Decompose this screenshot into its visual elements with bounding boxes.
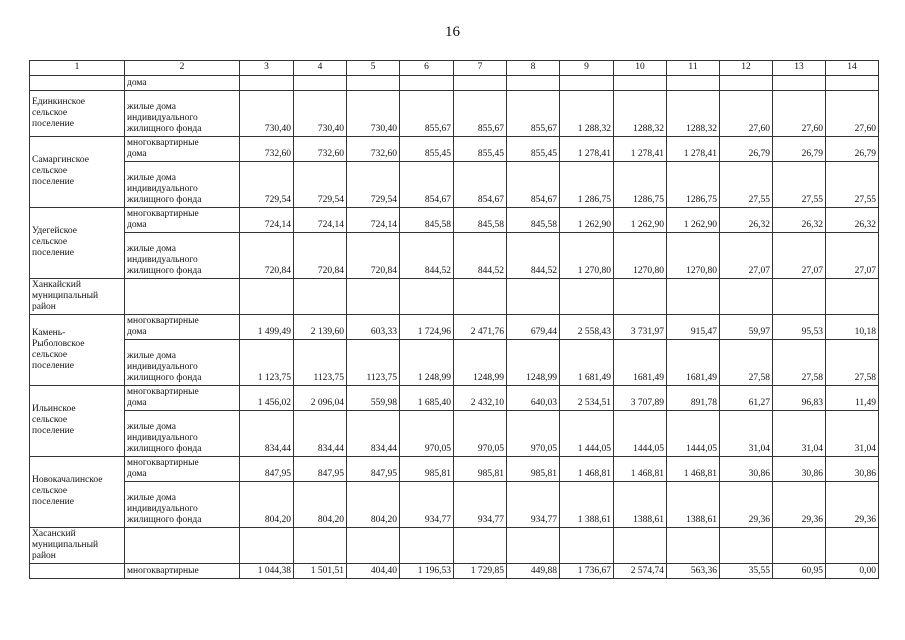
value-cell: 834,44 — [347, 411, 400, 457]
housing-type: многоквартирные дома — [125, 457, 240, 482]
value-cell: 1 456,02 — [240, 386, 294, 411]
value-cell: 1 501,51 — [294, 564, 347, 579]
value-cell — [560, 76, 614, 91]
housing-type: жилые дома индивидуального жилищного фонда — [125, 233, 240, 279]
value-cell: 29,36 — [773, 482, 826, 528]
value-cell: 29,36 — [720, 482, 773, 528]
value-cell: 27,55 — [720, 162, 773, 208]
value-cell: 855,45 — [400, 137, 454, 162]
value-cell: 855,45 — [507, 137, 560, 162]
value-cell: 1 468,81 — [614, 457, 667, 482]
value-cell: 1 729,85 — [454, 564, 507, 579]
value-cell: 1 278,41 — [560, 137, 614, 162]
value-cell: 1 288,32 — [560, 91, 614, 137]
table-row — [30, 233, 879, 279]
value-cell: 1 262,90 — [614, 208, 667, 233]
value-cell — [294, 279, 347, 315]
value-cell — [347, 528, 400, 564]
value-cell: 1 262,90 — [560, 208, 614, 233]
table-row — [30, 482, 879, 528]
value-cell: 915,47 — [667, 315, 720, 340]
value-cell: 855,45 — [454, 137, 507, 162]
value-cell: 720,84 — [240, 233, 294, 279]
value-cell: 59,97 — [720, 315, 773, 340]
value-cell: 563,36 — [667, 564, 720, 579]
value-cell: 729,54 — [347, 162, 400, 208]
value-cell — [720, 279, 773, 315]
value-cell: 891,78 — [667, 386, 720, 411]
value-cell — [773, 528, 826, 564]
value-cell — [614, 279, 667, 315]
value-cell: 26,32 — [720, 208, 773, 233]
tariff-table — [29, 60, 879, 579]
column-header: 3 — [240, 61, 294, 76]
column-header: 11 — [667, 61, 720, 76]
value-cell: 1 681,49 — [560, 340, 614, 386]
table-row — [30, 315, 879, 340]
value-cell — [507, 528, 560, 564]
table-row — [30, 457, 879, 482]
column-header: 8 — [507, 61, 560, 76]
value-cell: 1288,32 — [614, 91, 667, 137]
value-cell: 1123,75 — [294, 340, 347, 386]
value-cell — [240, 279, 294, 315]
value-cell — [667, 76, 720, 91]
value-cell — [400, 76, 454, 91]
column-header: 5 — [347, 61, 400, 76]
value-cell: 844,52 — [507, 233, 560, 279]
value-cell: 1 270,80 — [560, 233, 614, 279]
housing-type — [125, 528, 240, 564]
value-cell: 26,32 — [773, 208, 826, 233]
value-cell: 1681,49 — [614, 340, 667, 386]
value-cell: 61,27 — [720, 386, 773, 411]
value-cell: 1248,99 — [507, 340, 560, 386]
table-row — [30, 279, 879, 315]
value-cell — [400, 528, 454, 564]
value-cell: 31,04 — [826, 411, 879, 457]
value-cell: 2 139,60 — [294, 315, 347, 340]
table-row — [30, 162, 879, 208]
value-cell: 27,60 — [826, 91, 879, 137]
value-cell — [560, 279, 614, 315]
column-header: 2 — [125, 61, 240, 76]
column-header: 14 — [826, 61, 879, 76]
value-cell — [720, 528, 773, 564]
value-cell: 30,86 — [720, 457, 773, 482]
value-cell: 3 707,89 — [614, 386, 667, 411]
value-cell: 732,60 — [240, 137, 294, 162]
value-cell: 27,58 — [826, 340, 879, 386]
value-cell: 834,44 — [294, 411, 347, 457]
table-row — [30, 137, 879, 162]
settlement-name: Хасанский муниципальный район — [30, 528, 125, 564]
value-cell: 2 558,43 — [560, 315, 614, 340]
value-cell: 934,77 — [400, 482, 454, 528]
value-cell: 1 044,38 — [240, 564, 294, 579]
value-cell: 1288,32 — [667, 91, 720, 137]
value-cell: 603,33 — [347, 315, 400, 340]
value-cell: 1 685,40 — [400, 386, 454, 411]
table-row — [30, 91, 879, 137]
page-number: 16 — [445, 24, 460, 40]
column-header: 12 — [720, 61, 773, 76]
value-cell: 732,60 — [347, 137, 400, 162]
housing-type: жилые дома индивидуального жилищного фонда — [125, 482, 240, 528]
value-cell — [720, 76, 773, 91]
value-cell: 1123,75 — [347, 340, 400, 386]
value-cell: 404,40 — [347, 564, 400, 579]
value-cell: 854,67 — [507, 162, 560, 208]
value-cell: 804,20 — [240, 482, 294, 528]
value-cell: 729,54 — [294, 162, 347, 208]
value-cell: 27,55 — [826, 162, 879, 208]
column-header: 7 — [454, 61, 507, 76]
value-cell: 1 388,61 — [560, 482, 614, 528]
value-cell: 449,88 — [507, 564, 560, 579]
housing-type — [125, 279, 240, 315]
settlement-name: Ильинское сельское поселение — [30, 386, 125, 457]
value-cell: 27,07 — [826, 233, 879, 279]
value-cell: 855,67 — [454, 91, 507, 137]
column-header: 6 — [400, 61, 454, 76]
value-cell: 970,05 — [507, 411, 560, 457]
value-cell — [240, 528, 294, 564]
value-cell — [454, 76, 507, 91]
settlement-name — [30, 564, 125, 579]
value-cell: 855,67 — [507, 91, 560, 137]
value-cell: 1270,80 — [614, 233, 667, 279]
value-cell: 27,07 — [720, 233, 773, 279]
value-cell: 31,04 — [720, 411, 773, 457]
value-cell — [826, 76, 879, 91]
value-cell: 985,81 — [400, 457, 454, 482]
value-cell: 1 444,05 — [560, 411, 614, 457]
housing-type: жилые дома индивидуального жилищного фонда — [125, 91, 240, 137]
settlement-name: Камень- Рыболовское сельское поселение — [30, 315, 125, 386]
column-header: 13 — [773, 61, 826, 76]
value-cell: 985,81 — [454, 457, 507, 482]
housing-type: жилые дома индивидуального жилищного фонда — [125, 162, 240, 208]
housing-type: жилые дома индивидуального жилищного фонда — [125, 411, 240, 457]
value-cell: 0,00 — [826, 564, 879, 579]
value-cell: 60,95 — [773, 564, 826, 579]
header-row — [30, 61, 879, 76]
value-cell: 26,32 — [826, 208, 879, 233]
value-cell: 27,60 — [773, 91, 826, 137]
value-cell: 1 468,81 — [560, 457, 614, 482]
value-cell: 2 534,51 — [560, 386, 614, 411]
value-cell: 804,20 — [294, 482, 347, 528]
table-row — [30, 208, 879, 233]
settlement-name: Удегейское сельское поселение — [30, 208, 125, 279]
column-header: 10 — [614, 61, 667, 76]
value-cell: 845,58 — [507, 208, 560, 233]
value-cell: 1 278,41 — [667, 137, 720, 162]
housing-type: жилые дома индивидуального жилищного фонда — [125, 340, 240, 386]
value-cell: 804,20 — [347, 482, 400, 528]
value-cell: 844,52 — [400, 233, 454, 279]
value-cell: 3 731,97 — [614, 315, 667, 340]
value-cell: 1270,80 — [667, 233, 720, 279]
value-cell: 1286,75 — [667, 162, 720, 208]
value-cell: 970,05 — [454, 411, 507, 457]
value-cell: 1248,99 — [454, 340, 507, 386]
value-cell: 2 096,04 — [294, 386, 347, 411]
table-row — [30, 411, 879, 457]
column-header: 1 — [30, 61, 125, 76]
value-cell: 95,53 — [773, 315, 826, 340]
value-cell: 31,04 — [773, 411, 826, 457]
value-cell — [826, 528, 879, 564]
value-cell: 1 286,75 — [560, 162, 614, 208]
value-cell: 1 248,99 — [400, 340, 454, 386]
value-cell: 729,54 — [240, 162, 294, 208]
value-cell: 2 574,74 — [614, 564, 667, 579]
column-header: 4 — [294, 61, 347, 76]
value-cell — [400, 279, 454, 315]
value-cell — [667, 528, 720, 564]
value-cell: 1444,05 — [614, 411, 667, 457]
value-cell: 847,95 — [294, 457, 347, 482]
value-cell: 1 123,75 — [240, 340, 294, 386]
value-cell — [507, 76, 560, 91]
value-cell: 27,58 — [773, 340, 826, 386]
value-cell: 724,14 — [294, 208, 347, 233]
value-cell: 1 278,41 — [614, 137, 667, 162]
value-cell: 1388,61 — [667, 482, 720, 528]
housing-type: многоквартирные дома — [125, 208, 240, 233]
value-cell: 27,07 — [773, 233, 826, 279]
table-row — [30, 340, 879, 386]
value-cell: 970,05 — [400, 411, 454, 457]
value-cell: 724,14 — [347, 208, 400, 233]
housing-type: дома — [125, 76, 240, 91]
value-cell — [614, 528, 667, 564]
value-cell: 640,03 — [507, 386, 560, 411]
value-cell — [454, 279, 507, 315]
value-cell: 29,36 — [826, 482, 879, 528]
settlement-name: Самаргинское сельское поселение — [30, 137, 125, 208]
settlement-name: Новокачалинское сельское поселение — [30, 457, 125, 528]
value-cell: 30,86 — [773, 457, 826, 482]
table-row — [30, 386, 879, 411]
table-row — [30, 76, 879, 91]
table-row — [30, 528, 879, 564]
value-cell: 844,52 — [454, 233, 507, 279]
value-cell: 1444,05 — [667, 411, 720, 457]
value-cell: 1681,49 — [667, 340, 720, 386]
housing-type: многоквартирные дома — [125, 137, 240, 162]
value-cell: 847,95 — [347, 457, 400, 482]
value-cell: 732,60 — [294, 137, 347, 162]
value-cell: 11,49 — [826, 386, 879, 411]
value-cell: 1 499,49 — [240, 315, 294, 340]
value-cell: 845,58 — [400, 208, 454, 233]
value-cell: 854,67 — [400, 162, 454, 208]
value-cell: 10,18 — [826, 315, 879, 340]
value-cell: 720,84 — [294, 233, 347, 279]
column-header: 9 — [560, 61, 614, 76]
value-cell: 934,77 — [507, 482, 560, 528]
table-row — [30, 564, 879, 579]
value-cell — [294, 528, 347, 564]
value-cell: 834,44 — [240, 411, 294, 457]
value-cell: 26,79 — [773, 137, 826, 162]
value-cell — [347, 76, 400, 91]
value-cell: 847,95 — [240, 457, 294, 482]
value-cell: 1388,61 — [614, 482, 667, 528]
value-cell — [773, 279, 826, 315]
value-cell: 1286,75 — [614, 162, 667, 208]
value-cell: 934,77 — [454, 482, 507, 528]
value-cell: 26,79 — [826, 137, 879, 162]
value-cell: 855,67 — [400, 91, 454, 137]
value-cell: 679,44 — [507, 315, 560, 340]
value-cell: 1 736,67 — [560, 564, 614, 579]
value-cell: 1 724,96 — [400, 315, 454, 340]
value-cell: 720,84 — [347, 233, 400, 279]
value-cell — [294, 76, 347, 91]
value-cell: 854,67 — [454, 162, 507, 208]
value-cell: 2 432,10 — [454, 386, 507, 411]
value-cell — [773, 76, 826, 91]
settlement-name: Ханкайский муниципальный район — [30, 279, 125, 315]
value-cell: 27,55 — [773, 162, 826, 208]
value-cell: 985,81 — [507, 457, 560, 482]
housing-type: многоквартирные дома — [125, 386, 240, 411]
value-cell: 26,79 — [720, 137, 773, 162]
value-cell: 35,55 — [720, 564, 773, 579]
value-cell — [826, 279, 879, 315]
housing-type: многоквартирные — [125, 564, 240, 579]
value-cell: 27,58 — [720, 340, 773, 386]
value-cell: 1 468,81 — [667, 457, 720, 482]
value-cell — [560, 528, 614, 564]
value-cell — [240, 76, 294, 91]
value-cell — [347, 279, 400, 315]
value-cell — [454, 528, 507, 564]
value-cell: 559,98 — [347, 386, 400, 411]
housing-type: многоквартирные дома — [125, 315, 240, 340]
value-cell: 27,60 — [720, 91, 773, 137]
value-cell: 730,40 — [240, 91, 294, 137]
value-cell: 724,14 — [240, 208, 294, 233]
value-cell: 1 196,53 — [400, 564, 454, 579]
value-cell: 845,58 — [454, 208, 507, 233]
settlement-name — [30, 76, 125, 91]
value-cell: 730,40 — [347, 91, 400, 137]
value-cell: 30,86 — [826, 457, 879, 482]
settlement-name: Единкинское сельское поселение — [30, 91, 125, 137]
value-cell: 1 262,90 — [667, 208, 720, 233]
value-cell — [667, 279, 720, 315]
value-cell: 2 471,76 — [454, 315, 507, 340]
value-cell — [614, 76, 667, 91]
value-cell: 96,83 — [773, 386, 826, 411]
value-cell — [507, 279, 560, 315]
value-cell: 730,40 — [294, 91, 347, 137]
